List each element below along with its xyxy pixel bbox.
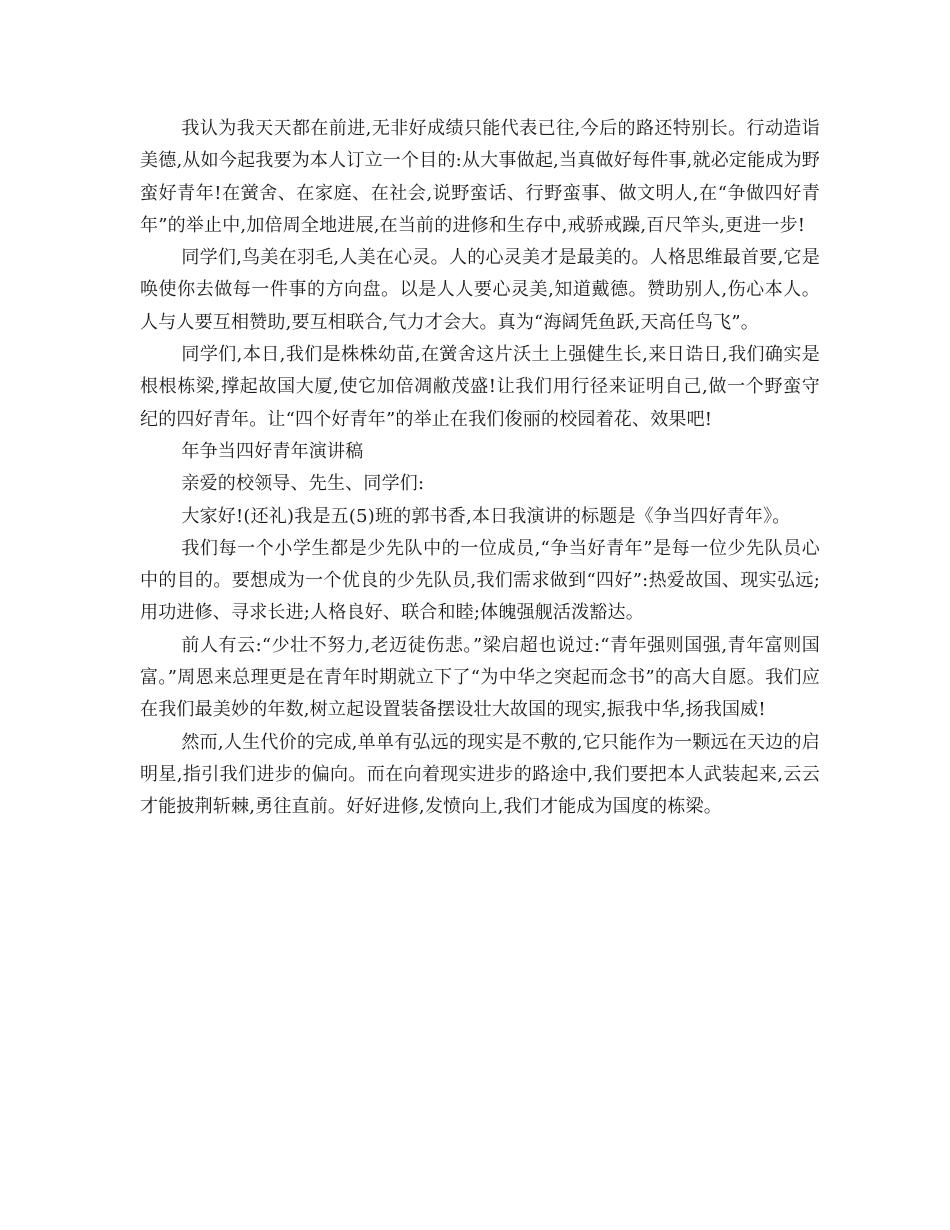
section-title: 年争当四好青年演讲稿 [181, 440, 364, 462]
body-paragraph: 前人有云:“少壮不努力,老迈徒伤悲。”梁启超也说过:“青年强则国强,青年富则国富。”周恩来总理更是在青年时期就立下了“为中华之突起而念书”的高大自愿。我们应在我们最美妙的年数,树立起设置装备摆设壮大故国的现实,振我中华,扬我国威! [140, 634, 820, 721]
body-paragraph: 然而,人生代价的完成,单单有弘远的现实是不敷的,它只能作为一颗远在天边的启明星,指引我们进步的偏向。而在向着现实进步的路途中,我们要把本人武装起来,云云才能披荆斩棘,勇往直前。好好进修,发愤向上,我们才能成为国度的栋梁。 [140, 731, 820, 818]
body-paragraph: 同学们,本日,我们是株株幼苗,在黉舍这片沃土上强健生长,来日诰日,我们确实是根根栋梁,撑起故国大厦,使它加倍凋敝茂盛!让我们用行径来证明自己,做一个野蛮守纪的四好青年。让“四个好青年”的举止在我们俊丽的校园着花、效果吧! [140, 344, 820, 430]
body-paragraph: 同学们,鸟美在羽毛,人美在心灵。人的心灵美才是最美的。人格思维最首要,它是唤使你去做每一件事的方向盘。以是人人要心灵美,知道戴德。赞助别人,伤心本人。人与人要互相赞助,要互相联合,气力才会大。真为“海阔凭鱼跃,天高任鸟飞”。 [140, 247, 820, 333]
salutation: 亲爱的校领导、先生、同学们: [181, 473, 425, 495]
document-page [140, 113, 820, 824]
body-paragraph: 大家好!(还礼)我是五(5)班的郭书香,本日我演讲的标题是《争当四好青年》。 [181, 505, 791, 527]
body-paragraph: 我们每一个小学生都是少先队中的一位成员,“争当好青年”是每一位少先队员心中的目的。要想成为一个优良的少先队员,我们需求做到“四好”:热爱故国、现实弘远;用功进修、寻求长进;人格良好、联合和睦;体魄强舰活泼豁达。 [140, 537, 820, 624]
body-paragraph: 我认为我天天都在前进,无非好成绩只能代表已往,今后的路还特别长。行动造诣美德,从如今起我要为本人订立一个目的:从大事做起,当真做好每件事,就必定能成为野蛮好青年!在黉舍、在家庭、在社会,说野蛮话、行野蛮事、做文明人,在“争做四好青年”的举止中,加倍周全地进展,在当前的进修和生存中,戒骄戒躁,百尺竿头,更进一步! [140, 118, 820, 236]
